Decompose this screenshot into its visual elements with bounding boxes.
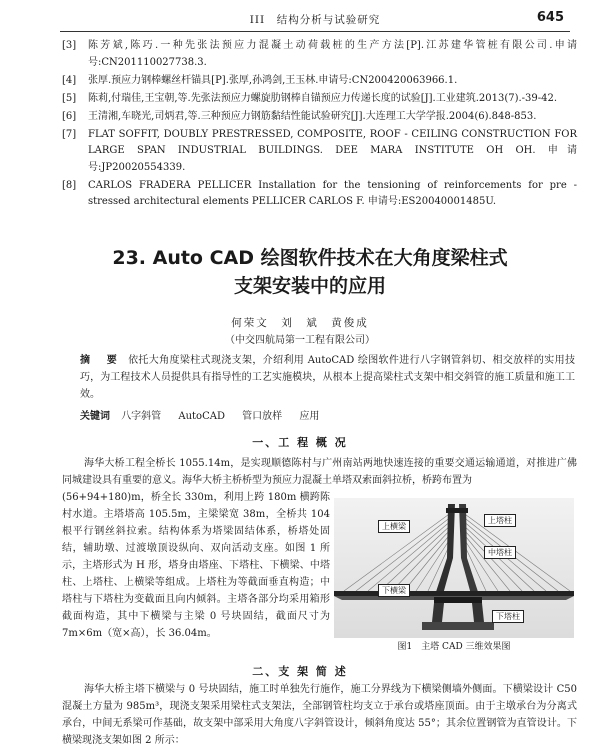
support-paragraph-1: 海华大桥主塔下横梁与 0 号块固结，施工时单独先行施作，施工分界线为下横梁侧墙外侧面。下横梁设计 C50 混凝土方量为 985m³，现浇支架采用梁柱式支架法，全部钢管柱均支立于承台或塔座顶面。由于主墩承台为分离式承台，中间无系梁可作基础，故支架中部采用大角度八字斜管设计，倾斜角度达 55°；其余位置钢管为直管设计。下横梁现浇支架如图 2 所示： bbox=[62, 684, 577, 746]
reference-number: [3] bbox=[62, 40, 77, 51]
keyword: 应用 bbox=[299, 411, 320, 422]
reference-number: [8] bbox=[62, 179, 77, 191]
overview-paragraph-1: 海华大桥工程全桥长 1055.14m，是实现顺德陈村与广州南站两地快速连接的重要交通运输通道，对推进广佛同城建设具有重要的意义。海华大桥主桥桥型为预应力混凝土单塔双索面斜拉桥，桥跨布置为 bbox=[62, 458, 577, 486]
reference-text: 王清湘,车晓光,司炳君,等.三种预应力钢筋黏结性能试验研究[J].大连理工大学学报.2004(6).848-853. bbox=[88, 110, 537, 122]
reference-number: [7] bbox=[62, 128, 77, 140]
keyword: AutoCAD bbox=[178, 411, 225, 422]
abstract-text: 依托大角度梁柱式现浇支架，介绍利用 AutoCAD 绘图软件进行八字钢管斜切、相交放样的实用技巧，为工程技术人员提供具有指导性的工艺实施模块，从根本上提高梁柱式支架中相交斜管的施工质量和施工工效。 bbox=[80, 355, 575, 400]
label-upper-tower: 上塔柱 bbox=[484, 514, 516, 527]
authors: 何荣文 刘 斌 黄俊成 bbox=[231, 317, 369, 329]
keyword: 管口放样 bbox=[242, 411, 283, 422]
section-heading-overview: 一、工 程 概 况 bbox=[252, 436, 348, 449]
keyword: 八字斜管 bbox=[121, 411, 162, 422]
running-header bbox=[60, 12, 570, 28]
tower-illustration bbox=[334, 498, 574, 638]
reference-number: [6] bbox=[62, 110, 77, 122]
reference-text: 陈莉,付瑞佳,王宝朝,等.先张法预应力螺旋肋钢棒自锚预应力传递长度的试验[J].工业建筑.2013(7).-39-42. bbox=[88, 92, 558, 104]
reference-item bbox=[62, 73, 577, 90]
article-title-line1: 23. Auto CAD 绘图软件技术在大角度梁柱式 bbox=[112, 247, 508, 269]
affiliation: （中交四航局第一工程有限公司） bbox=[225, 335, 375, 346]
keywords-label: 关键词 bbox=[80, 411, 110, 422]
section-title: III 结构分析与试验研究 bbox=[249, 14, 381, 26]
label-lower-tower: 下塔柱 bbox=[492, 610, 524, 623]
reference-item bbox=[62, 109, 577, 126]
reference-text: FLAT SOFFIT, DOUBLY PRESTRESSED, COMPOSITE, ROOF - CEILING CONSTRUCTION FOR LARGE SPAN INDUSTRIAL BUILDINGS. DEE MARA INSTITUTE OH OH. 申请号:JP20020554339. bbox=[88, 128, 577, 173]
abstract bbox=[80, 352, 575, 403]
figure-tower-3d bbox=[334, 498, 574, 638]
label-upper-beam: 上横梁 bbox=[378, 520, 410, 533]
keywords bbox=[80, 407, 575, 422]
reference-text: 张厚.预应力钢棒螺丝杆锚具[P].张厚,孙鸿剑,王玉林.申请号:CN200420063966.1. bbox=[88, 74, 458, 86]
header-rule bbox=[60, 31, 570, 32]
reference-number: [4] bbox=[62, 74, 77, 86]
reference-item bbox=[62, 178, 577, 211]
reference-item bbox=[62, 38, 577, 71]
reference-item bbox=[62, 91, 577, 108]
page-number: 645 bbox=[536, 10, 564, 25]
reference-item bbox=[62, 127, 577, 177]
reference-text: CARLOS FRADERA PELLICER Installation for the tensioning of reinforcements for pre - stressed architectural elements PELLICER CARLOS F. 申请号:ES20040001485U. bbox=[88, 179, 577, 207]
figure-caption: 图1 主塔 CAD 三维效果图 bbox=[397, 642, 511, 652]
reference-text: 陈芳斌,陈巧.一种先张法预应力混凝土动荷载桩的生产方法[P].江苏建华管桩有限公司.申请号:CN201110027738.3. bbox=[88, 40, 577, 68]
overview-paragraph-2: (56+94+180)m，桥全长 330m，利用上跨 180m 横跨陈村水道。主塔塔高 105.5m，主梁梁宽 38m，全桥共 104 根平行钢丝斜拉索。结构体系为塔梁固结体系，桥塔处固结，辅助墩、过渡墩顶设纵向、双向活动支座。如图 1 所示，主塔形式为 H 形，塔身由塔座、下塔柱、下横梁、中塔柱、上塔柱、上横梁等组成。上塔柱为等截面垂直构造；中塔柱与下塔柱为变截面且向内倾斜。主塔各部分均采用箱形截面构造，其中下横梁与主梁 0 号块固结，截面尺寸为 7m×6m（宽×高），长 36.04m。 bbox=[62, 492, 330, 639]
label-middle-tower: 中塔柱 bbox=[484, 546, 516, 559]
abstract-label: 摘 要 bbox=[80, 355, 121, 366]
article-title-line2: 支架安装中的应用 bbox=[233, 275, 386, 297]
section-heading-support: 二、支 架 简 述 bbox=[252, 665, 348, 678]
article-title bbox=[40, 244, 580, 300]
reference-number: [5] bbox=[62, 92, 77, 104]
label-lower-beam: 下横梁 bbox=[378, 584, 410, 597]
reference-list bbox=[62, 38, 577, 212]
